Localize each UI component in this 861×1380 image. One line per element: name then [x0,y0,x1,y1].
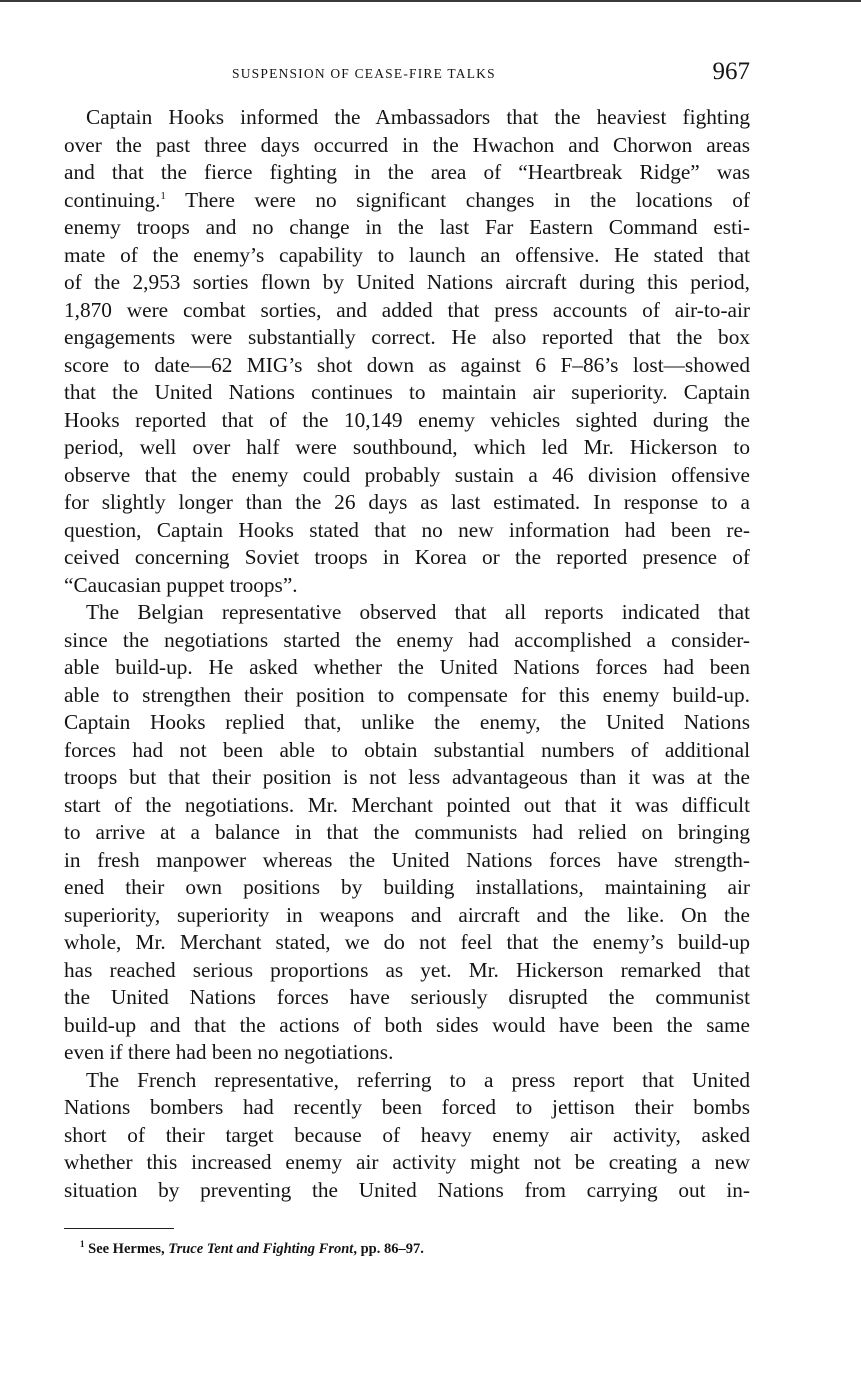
text-line: that the United Nations continues to maintain air superiority. Captain [64,380,750,404]
running-head: SUSPENSION OF CEASE-FIRE TALKS [232,66,496,81]
text-line: over the past three days occurred in the Hwachon and Chorwon areas [64,132,750,157]
text-line: build-up and that the actions of both sides would have been the same [64,1012,750,1037]
text-line: for slightly longer than the 26 days as last estimated. In response to a [64,490,750,514]
text-line: in fresh manpower whereas the United Nations forces have strength- [64,847,750,872]
text-line-with-footnote [64,187,750,215]
text-line: troops but that their position is not less advantageous than it was at the [64,765,750,789]
paragraph-1 [64,104,750,599]
text-line: has reached serious proportions as yet. Mr. Hickerson remarked that [64,957,750,982]
text-line: Captain Hooks informed the Ambassadors that the heaviest fighting [86,105,750,129]
footnote-divider [64,1228,174,1229]
text-line: ened their own positions by building installations, maintaining air [64,875,750,899]
text-line: even if there had been no negotiations. [64,1040,394,1064]
text-line: Nations bombers had recently been forced to jettison their bombs [64,1095,750,1119]
footnote-marker: 1 [80,1239,85,1249]
footnote-cited-title: Truce Tent and Fighting Front [168,1241,354,1257]
text-line: to arrive at a balance in that the communists had relied on bringing [64,820,750,844]
text-line: ceived concerning Soviet troops in Korea or the reported presence of [64,545,750,569]
text-line: the United Nations forces have seriously disrupted the communist [64,985,750,1009]
paragraph-3 [64,1067,750,1205]
text-line: able to strengthen their position to compensate for this enemy build-up. [64,682,750,707]
footnote-prefix: See Hermes, [88,1241,165,1257]
paragraph-2 [64,599,750,1067]
text-line: score to date—62 MIG’s shot down as against 6 F–86’s lost—showed [64,352,750,377]
page-header [64,60,750,90]
page-number: 967 [712,58,750,85]
text-line: whether this increased enemy air activity might not be creating a new [64,1150,750,1174]
body-text [64,104,750,1204]
text-line: able build-up. He asked whether the United Nations forces had been [64,655,750,679]
text-line: whole, Mr. Merchant stated, we do not feel that the enemy’s build-up [64,930,750,954]
text-fragment: continuing. [64,187,161,212]
text-fragment: There were no significant changes in the locations of [185,187,750,212]
text-line: 1,870 were combat sorties, and added that press accounts of air-to-air [64,297,750,322]
text-line: engagements were substantially correct. He also reported that the box [64,325,750,349]
text-line: short of their target because of heavy enemy air activity, asked [64,1122,750,1147]
text-line: mate of the enemy’s capability to launch an offensive. He stated that [64,242,750,267]
text-line: enemy troops and no change in the last Far Eastern Command esti- [64,215,750,239]
scan-edge-line [0,0,861,2]
text-line: superiority, superiority in weapons and aircraft and the like. On the [64,902,750,927]
text-line: forces had not been able to obtain substantial numbers of additional [64,737,750,762]
text-line: observe that the enemy could probably sustain a 46 division offensive [64,462,750,487]
text-line: and that the fierce fighting in the area of “Heartbreak Ridge” was [64,160,750,184]
text-line: start of the negotiations. Mr. Merchant pointed out that it was difficult [64,792,750,817]
text-line: of the 2,953 sorties flown by United Nations aircraft during this period, [64,270,750,294]
footnote [80,1241,424,1258]
text-line: “Caucasian puppet troops”. [64,572,298,597]
text-line: since the negotiations started the enemy had accomplished a consider- [64,627,750,652]
text-line: The Belgian representative observed that all reports indicated that [86,600,750,624]
text-line: situation by preventing the United Nations from carrying out in- [64,1177,750,1202]
text-line: Hooks reported that of the 10,149 enemy vehicles sighted during the [64,407,750,432]
text-line: question, Captain Hooks stated that no new information had been re- [64,517,750,542]
text-line: The French representative, referring to a press report that United [86,1067,750,1092]
text-line: Captain Hooks replied that, unlike the enemy, the United Nations [64,710,750,734]
text-line: period, well over half were southbound, which led Mr. Hickerson to [64,435,750,459]
footnote-reference[interactable]: 1 [160,189,166,202]
footnote-pages: , pp. 86–97. [353,1241,424,1257]
